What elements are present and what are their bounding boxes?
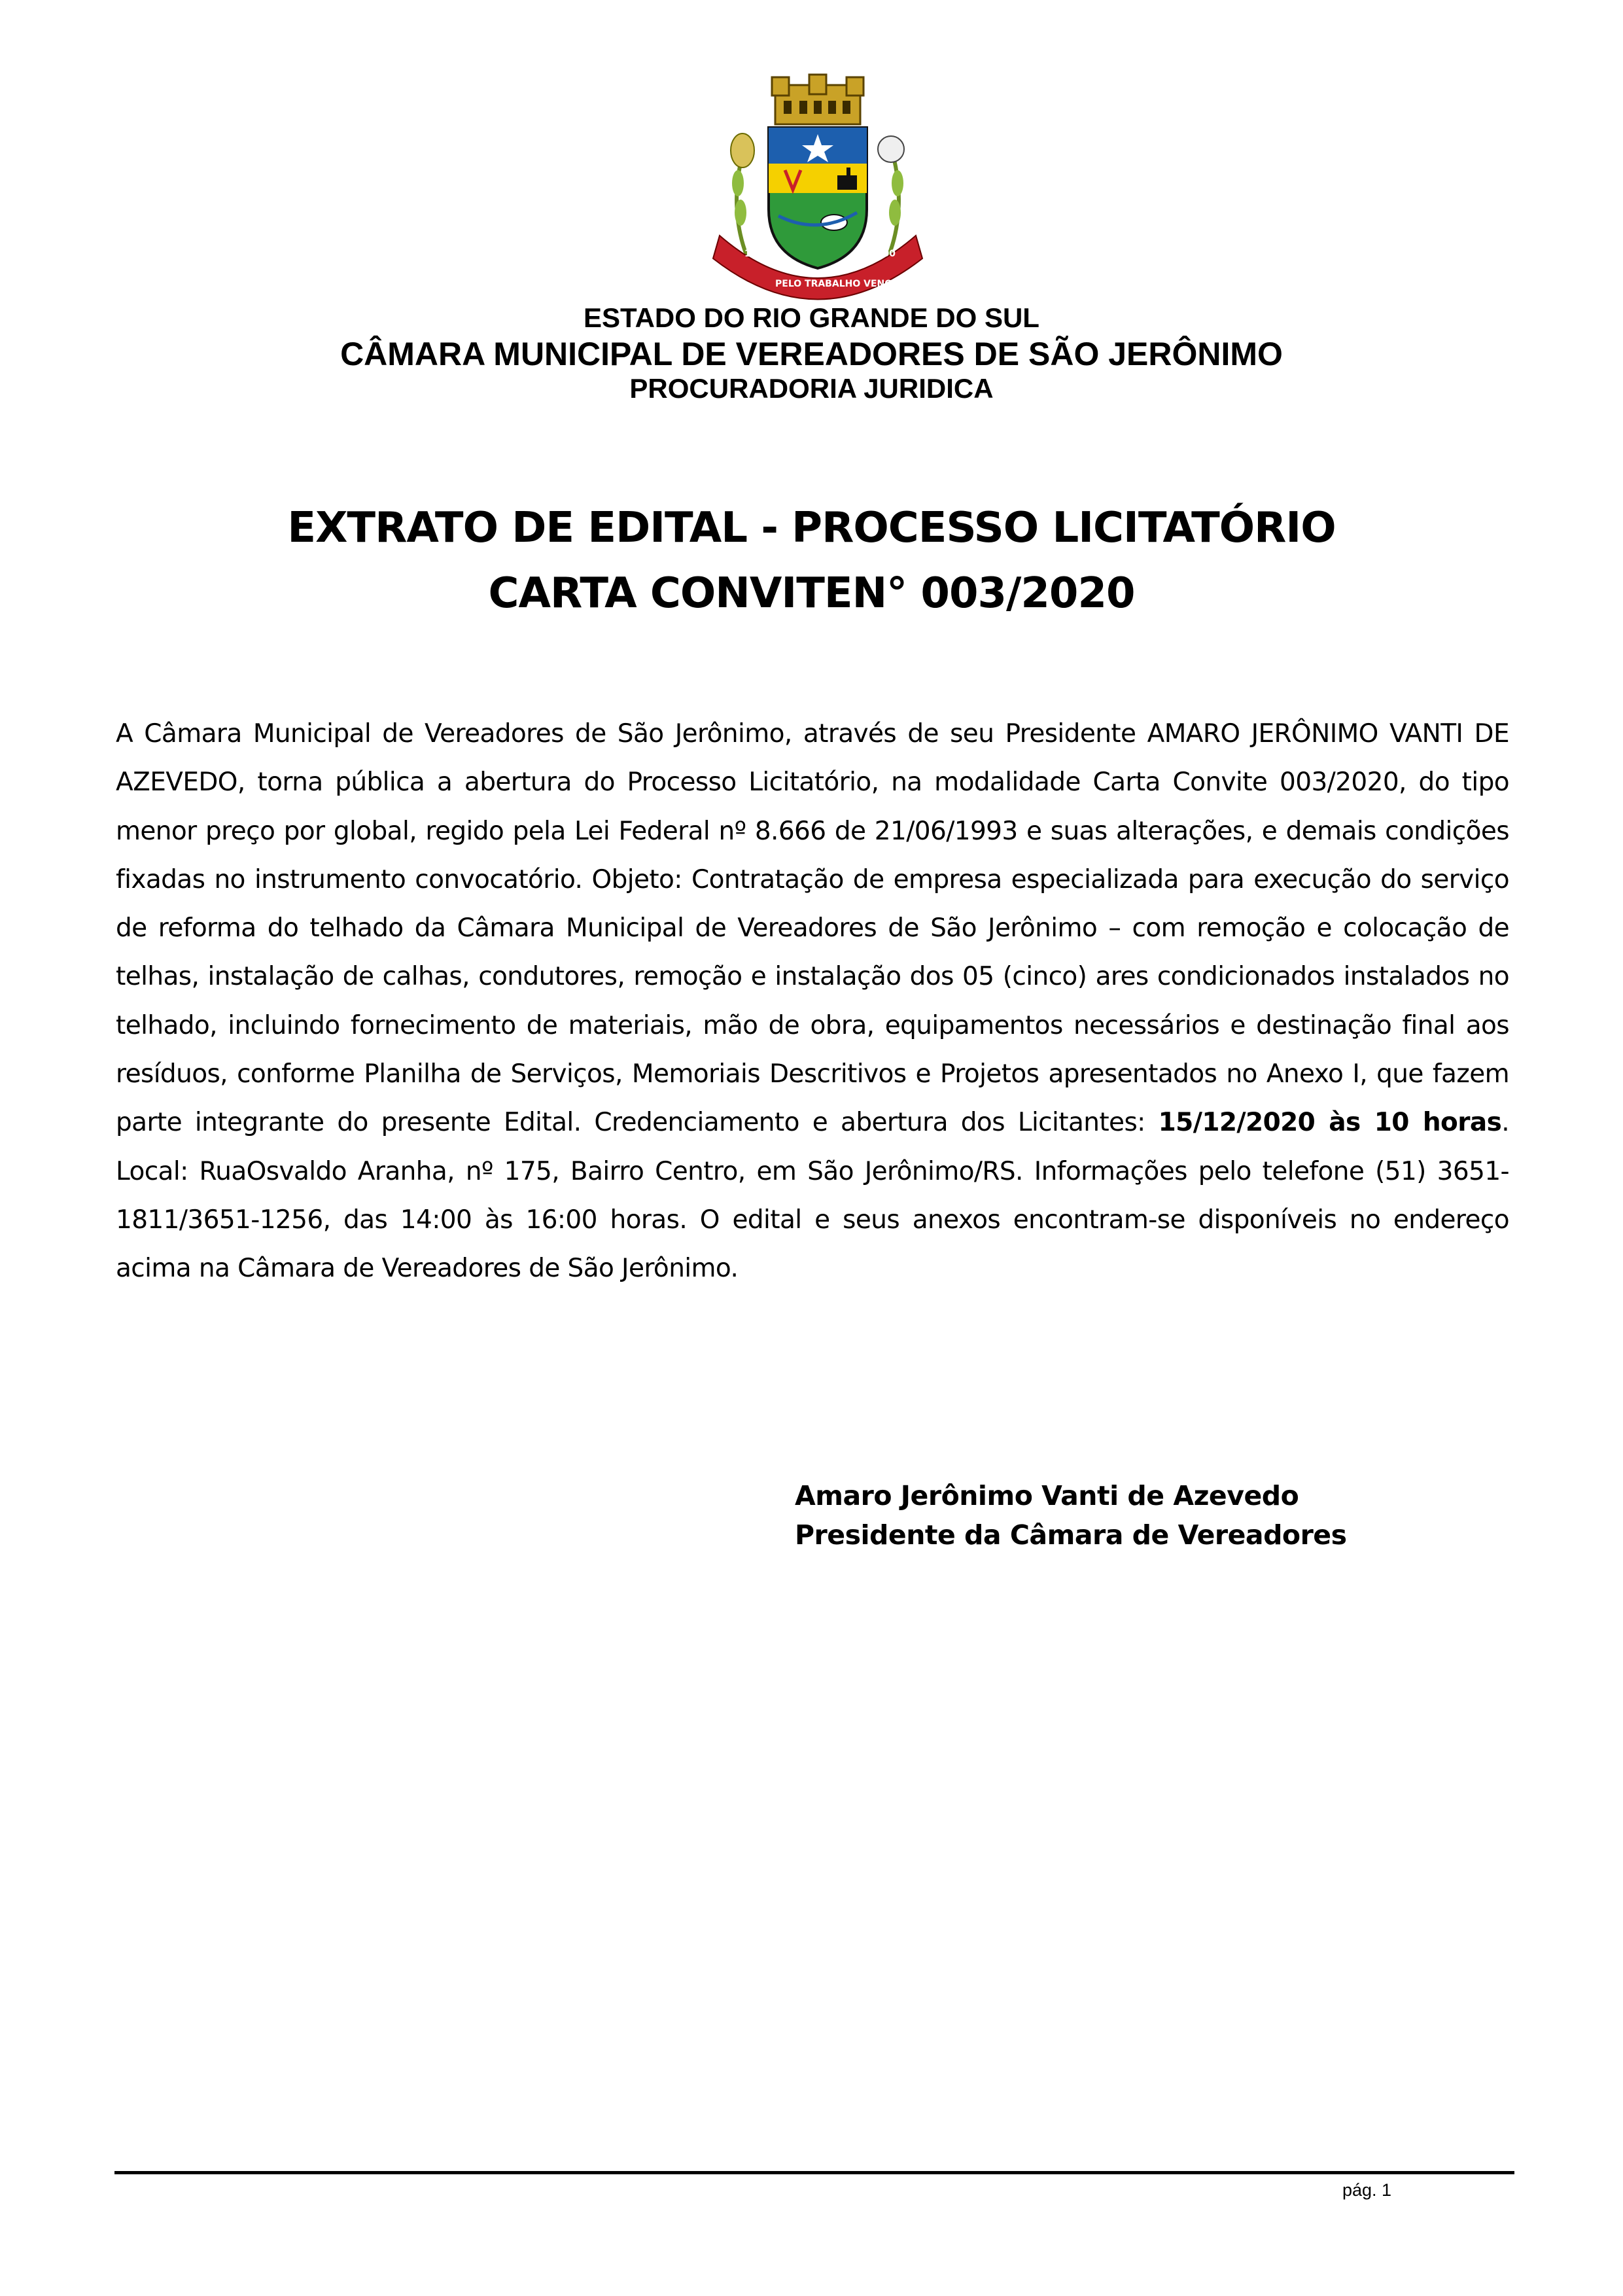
- body-date-bold: 15/12/2020 às 10 horas: [1158, 1108, 1502, 1138]
- header-chamber: CÂMARA MUNICIPAL DE VEREADORES DE SÃO JERÔNIMO: [340, 336, 1283, 372]
- crest-year-left: 1861: [744, 249, 770, 259]
- header-office: PROCURADORIA JURIDICA: [629, 373, 994, 404]
- body-text-part1: A Câmara Municipal de Vereadores de São Jerônimo, através de seu Presidente AMARO JERÔNIMO VANTI DE AZEVEDO, torna pública a abertura do Processo Licitatório, na modalidade Carta Convite 003/2020, do tipo menor preço por global, regido pela Lei Federal nº 8.666 de 21/06/1993 e suas alterações, e demais condições fixadas no instrumento convocatório. Objeto: Contratação de empresa especializada para execução do serviço de reforma do telhado da Câmara Municipal de Vereadores de São Jerônimo – com remoção e colocação de telhas, instalação de calhas, condutores, remoção e instalação dos 05 (cinco) ares condicionados instalados no telhado, incluindo fornecimento de materiais, mão de obra, equipamentos necessários e destinação final aos resíduos, conforme Planilha de Serviços, Memoriais Descritivos e Projetos apresentados no Anexo I, que fazem parte integrante do presente Edital. Credenciamento e abertura dos Licitantes:: [116, 719, 1509, 1138]
- body-paragraph: [116, 710, 1509, 1294]
- crest-motto: PELO TRABALHO VENCERÁ: [775, 279, 912, 289]
- document-title-line2: CARTA CONVITEN° 003/2020: [488, 569, 1135, 618]
- crown-icon: [772, 75, 864, 124]
- signature-role: Presidente da Câmara de Vereadores: [795, 1519, 1347, 1551]
- document-title-line1: EXTRATO DE EDITAL - PROCESSO LICITATÓRIO: [287, 504, 1336, 552]
- page-number: pág. 1: [1342, 2180, 1392, 2200]
- header-state: ESTADO DO RIO GRANDE DO SUL: [584, 302, 1039, 333]
- signature-name: Amaro Jerônimo Vanti de Azevedo: [795, 1480, 1299, 1511]
- footer-divider: [114, 2171, 1514, 2174]
- body-text-part2: . Local: RuaOsvaldo Aranha, nº 175, Bairro Centro, em São Jerônimo/RS. Informações pelo telefone (51) 3651-1811/3651-1256, das 14:00 às 16:00 horas. O edital e seus anexos encontram-se disponíveis no endereço acima na Câmara de Vereadores de São Jerônimo.: [116, 1108, 1509, 1284]
- municipal-crest-logo: [707, 72, 929, 301]
- crest-year-right: 2000: [870, 249, 896, 259]
- shield-emblem: [769, 128, 867, 268]
